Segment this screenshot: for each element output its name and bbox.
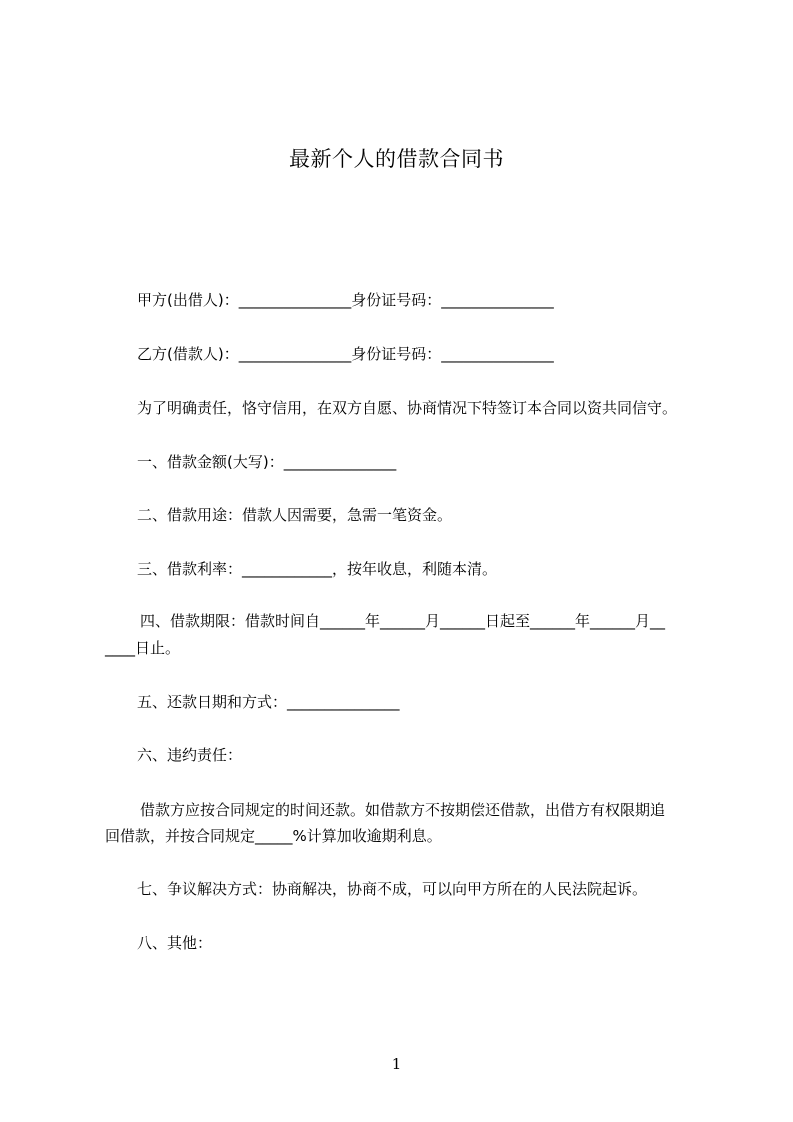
clause-term: 四、借款期限：借款时间自______年______月______日起至______年______月__ bbox=[140, 612, 666, 630]
clause-amount: 一、借款金额(大写)：_______________ bbox=[137, 453, 397, 471]
clause-breach-text-continued: 回借款，并按合同规定_____%计算加收逾期利息。 bbox=[105, 827, 442, 845]
clause-repayment: 五、还款日期和方式：_______________ bbox=[137, 693, 400, 711]
lender-line: 甲方(出借人)：_______________身份证号码：_______________ bbox=[137, 291, 554, 309]
preamble-line: 为了明确责任，恪守信用，在双方自愿、协商情况下特签订本合同以资共同信守。 bbox=[137, 399, 678, 417]
borrower-line: 乙方(借款人)：_______________身份证号码：_______________ bbox=[137, 345, 554, 363]
clause-dispute: 七、争议解决方式：协商解决，协商不成，可以向甲方所在的人民法院起诉。 bbox=[137, 880, 648, 898]
clause-term-continued: ____日止。 bbox=[105, 639, 181, 657]
clause-purpose: 二、借款用途：借款人因需要，急需一笔资金。 bbox=[137, 506, 453, 524]
clause-breach-text: 借款方应按合同规定的时间还款。如借款方不按期偿还借款，出借方有权限期追 bbox=[140, 801, 666, 819]
document-title: 最新个人的借款合同书 bbox=[289, 147, 504, 171]
page-number: 1 bbox=[391, 1055, 402, 1073]
clause-other: 八、其他： bbox=[137, 934, 213, 952]
clause-breach-heading: 六、违约责任： bbox=[137, 746, 243, 764]
clause-interest: 三、借款利率：____________，按年收息，利随本清。 bbox=[137, 560, 498, 578]
